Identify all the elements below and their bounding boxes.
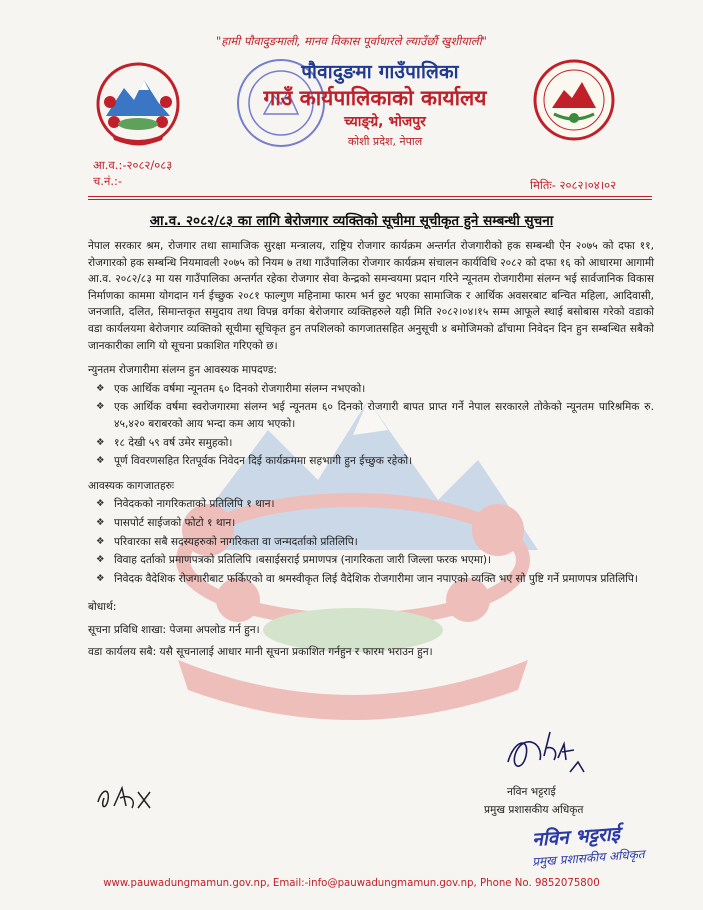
header-divider <box>88 196 652 197</box>
stamp-name: नविन भट्टराई <box>531 822 621 852</box>
list-item: ❖ निवेदकको नागरिकताको प्रतिलिपि १ थान। <box>88 496 654 513</box>
notice-paragraph: नेपाल सरकार श्रम, रोजगार तथा सामाजिक सुरक्षा मन्त्रालय, राष्ट्रिय रोजगार कार्यक्रम अन्तर्गत रोजगारीको हक सम्बन्धी ऐन २०७५ को दफा ११, रोजगारको हक सम्बन्धि नियमावली २०७५ को नियम ७ तथा गाउँपालिका रोजगार कार्यक्रम संचालन कार्यविधि २०८२ को दफा १६ को आधारमा आगामी आ.व. २०८२/८३ मा यस गाउँपालिका अन्तर्गत रहेका रोजगार सेवा केन्द्रको समन्वयमा प्रदान गरिने न्यूनतम रोजगारीमा संलग्न भई सार्वजानिक विकास निर्माणका काममा योगदान गर्न ईच्छुक २०८१ फाल्गुण महिनामा फारम भर्न छुट भएका सामाजिक र आर्थिक अवसरबाट बन्चित महिला, आदिवासी, जनजाति, दलित, सिमान्तकृत समुदाय तथा विपन्न वर्गका बेरोजगार व्यक्तिहरुले यही मिति २०८२।०४।१५ सम्म आफूले स्थाई बसोबास गरेको वडाको वडा कार्यलयमा बेरोजगार व्यक्तिको सूचीमा सूचिकृत हुन तपशिलको कागजातसहित अनुसूची ४ बमोजिमको ढाँचामा निवेदन दिन हुन सम्बन्धित सबैको जानकारीका लागि यो सूचना प्रकाशित गरिएको छ। <box>88 240 654 352</box>
criteria-heading: न्युनतम रोजगारीमा संलग्न हुन आवस्यक मापदण्ड: <box>88 364 277 377</box>
notice-body <box>88 238 654 661</box>
bullet-icon: ❖ <box>96 554 105 566</box>
bullet-icon: ❖ <box>96 436 105 448</box>
footer-contact: www.pauwadungmamun.gov.np, Email:-info@pauwadungmamun.gov.np, Phone No. 9852075800 <box>103 878 600 889</box>
signatory-title: प्रमुख प्रशासकीय अधिकृत <box>484 804 584 816</box>
letter-date: मितिः- २०८२।०४।०२ <box>530 178 617 192</box>
list-item: ❖ एक आर्थिक वर्षमा स्वरोजगारमा संलग्न भई न्यूनतम ६० दिनको रोजगारी बापत प्राप्त गर्ने नेपाल सरकारले तोकेको न्यूनतम पारिश्रमिक रु. ४५,४२० बराबरको आय भन्दा कम आय भएको। <box>96 401 654 430</box>
bodhartha-line: वडा कार्यलय सबै: यसै सूचनालाई आधार मानी सूचना प्रकाशित गर्नहुन र फारम भराउन हुन। <box>88 646 433 659</box>
bullet-icon: ❖ <box>96 382 105 394</box>
office-province: कोशी प्रदेश, नेपाल <box>347 135 423 148</box>
bullet-icon: ❖ <box>96 535 105 547</box>
documents-list <box>88 496 654 587</box>
bullet-icon: ❖ <box>96 401 105 413</box>
header-divider-secondary <box>88 199 652 200</box>
stamp-title: प्रमुख प्रशासकीय अधिकृत <box>531 847 646 869</box>
nepal-government-emblem-icon <box>92 58 184 150</box>
bullet-icon: ❖ <box>96 455 105 467</box>
list-item: ❖ १८ देखी ५९ वर्ष उमेर समुहको। <box>88 435 654 452</box>
list-item: ❖ पासपोर्ट साईजको फोटो १ थान। <box>88 515 654 532</box>
organization-name: पौवादुङमा गाउँपालिका <box>301 61 459 83</box>
bodhartha-heading: बोधार्थ: <box>88 601 117 614</box>
documents-heading: आवस्यक कागजातहरुः <box>88 479 175 492</box>
initials-icon <box>92 780 172 816</box>
bullet-icon: ❖ <box>96 498 105 510</box>
office-name: गाउँ कार्यपालिकाको कार्यालय <box>263 86 487 110</box>
bodhartha-line: सूचना प्रविधि शाखा: पेजमा अपलोड गर्न हुन। <box>88 623 260 636</box>
list-item: ❖ निवेदक वैदेशिक रोजगारीबाट फर्किएको वा श्रमस्वीकृत लिई वैदेशिक रोजगारीमा जान नपाएको व्यक्ति भए सो पुष्टि गर्ने प्रमाणपत्र प्रतिलिपि। <box>88 571 654 588</box>
list-item: ❖ एक आर्थिक वर्षमा न्यूनतम ६० दिनको रोजगारीमा संलग्न नभएको। <box>88 381 654 398</box>
list-item: ❖ परिवारका सबै सदस्यहरुको नागरिकता वा जन्मदर्ताको प्रतिलिपि। <box>88 534 654 551</box>
municipality-logo-icon <box>532 58 616 142</box>
signatory-name: नविन भट्टराई <box>507 786 556 798</box>
list-item: ❖ पूर्ण विवरणसहित रितपूर्वक निवेदन दिई कार्यक्रममा सहभागी हुन ईच्छुक रहेको। <box>88 453 654 470</box>
signature-icon <box>500 722 590 782</box>
bullet-icon: ❖ <box>96 516 105 528</box>
list-item: ❖ विवाह दर्ताको प्रमाणपत्रको प्रतिलिपि ।बसाईसराई प्रमाणपत्र (नागरिकता जारी जिल्ला फरक भएमा)। <box>88 552 654 569</box>
fiscal-year-reference: आ.व.:-२०८२/०८३ <box>93 158 173 172</box>
office-location: च्याङ्ग्रे, भोजपुर <box>344 114 426 130</box>
criteria-list <box>88 381 654 470</box>
letter-number: च.नं.:- <box>93 174 123 188</box>
letterhead-slogan: "हामी पौवादुङमाली, मानव विकास पूर्वाधारले ल्याउँछौं खुशीयाली" <box>216 34 487 48</box>
bullet-icon: ❖ <box>96 572 105 584</box>
notice-subject: आ.व. २०८२/८३ का लागि बेरोजगार व्यक्तिको सूचीमा सूचीकृत हुने सम्बन्धी सुचना <box>149 213 554 229</box>
